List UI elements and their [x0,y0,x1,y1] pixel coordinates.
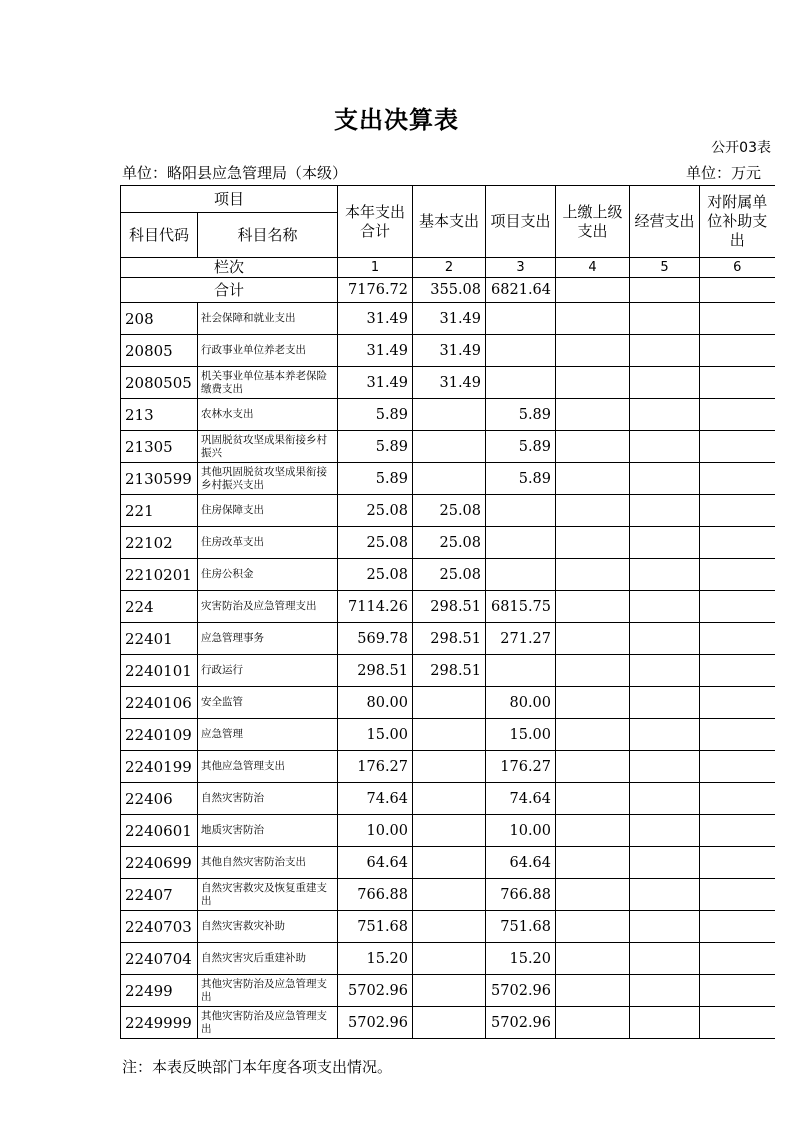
header-item: 项目 [121,186,338,213]
project-value [486,335,556,367]
total-value: 25.08 [338,559,413,591]
table-row [121,655,775,687]
upper-value [556,719,630,751]
basic-value [413,399,486,431]
upper-value [556,495,630,527]
business-value [630,367,700,399]
project-value: 271.27 [486,623,556,655]
col-number: 4 [556,258,630,278]
col-number: 5 [630,258,700,278]
project-value [486,559,556,591]
expenditure-table [120,185,775,1039]
subsidy-value [700,783,775,815]
basic-value: 31.49 [413,335,486,367]
table-row [121,623,775,655]
subject-name: 自然灾害救灾补助 [198,911,338,943]
business-value [630,943,700,975]
basic-value [413,783,486,815]
business-value [630,303,700,335]
table-row [121,879,775,911]
basic-value: 298.51 [413,591,486,623]
subsidy-value [700,527,775,559]
total-value: 5.89 [338,463,413,495]
subsidy-value [700,431,775,463]
upper-value [556,687,630,719]
total-value: 31.49 [338,303,413,335]
unit-currency: 单位：万元 [685,164,761,182]
subsidy-value [700,559,775,591]
project-value [486,495,556,527]
business-value [630,1007,700,1039]
upper-value [556,783,630,815]
subject-code: 21305 [121,431,198,463]
table-row [121,431,775,463]
business-value [630,783,700,815]
project-value: 5.89 [486,399,556,431]
table-row [121,815,775,847]
upper-value [556,278,630,303]
subject-code: 2240699 [121,847,198,879]
total-value: 751.68 [338,911,413,943]
total-value: 766.88 [338,879,413,911]
subject-code: 213 [121,399,198,431]
basic-value [413,431,486,463]
business-value [630,495,700,527]
subsidy-value [700,591,775,623]
project-value: 5.89 [486,463,556,495]
subsidy-value [700,687,775,719]
subject-code: 2240101 [121,655,198,687]
table-row [121,719,775,751]
project-value: 176.27 [486,751,556,783]
subsidy-value [700,463,775,495]
subject-name: 地质灾害防治 [198,815,338,847]
subsidy-value [700,911,775,943]
header-basic: 基本支出 [413,186,486,258]
project-value: 74.64 [486,783,556,815]
header-column-label: 栏次 [121,258,338,278]
basic-value [413,879,486,911]
upper-value [556,1007,630,1039]
subject-name: 自然灾害灾后重建补助 [198,943,338,975]
subject-code: 2240601 [121,815,198,847]
business-value [630,463,700,495]
upper-value [556,815,630,847]
upper-value [556,879,630,911]
upper-value [556,975,630,1007]
table-row [121,975,775,1007]
subject-name: 住房公积金 [198,559,338,591]
col-number: 6 [700,258,775,278]
subject-name: 巩固脱贫攻坚成果衔接乡村振兴 [198,431,338,463]
total-value: 74.64 [338,783,413,815]
table-row [121,687,775,719]
upper-value [556,655,630,687]
subsidy-value [700,367,775,399]
project-value: 64.64 [486,847,556,879]
total-label: 合计 [121,278,338,303]
basic-value: 31.49 [413,367,486,399]
subsidy-value [700,399,775,431]
project-value: 15.20 [486,943,556,975]
subsidy-value [700,655,775,687]
project-value: 5702.96 [486,975,556,1007]
project-value: 80.00 [486,687,556,719]
upper-value [556,399,630,431]
business-value [630,911,700,943]
subject-name: 其他灾害防治及应急管理支出 [198,1007,338,1039]
table-row [121,303,775,335]
table-row [121,559,775,591]
subject-name: 社会保障和就业支出 [198,303,338,335]
subsidy-value [700,847,775,879]
business-value [630,399,700,431]
basic-value [413,463,486,495]
table-row [121,495,775,527]
upper-value [556,527,630,559]
subject-code: 221 [121,495,198,527]
page-title: 支出决算表 [334,106,459,134]
subsidy-value [700,303,775,335]
basic-value [413,975,486,1007]
basic-value [413,943,486,975]
subject-code: 224 [121,591,198,623]
subject-code: 2210201 [121,559,198,591]
basic-value: 298.51 [413,655,486,687]
upper-value [556,943,630,975]
basic-value [413,911,486,943]
header-total: 本年支出合计 [338,186,413,258]
subject-code: 208 [121,303,198,335]
subject-code: 2080505 [121,367,198,399]
total-value: 15.00 [338,719,413,751]
col-number: 2 [413,258,486,278]
total-value: 176.27 [338,751,413,783]
upper-value [556,751,630,783]
basic-value [413,847,486,879]
table-row [121,399,775,431]
business-value [630,719,700,751]
subject-code: 22401 [121,623,198,655]
table-row [121,783,775,815]
upper-value [556,431,630,463]
basic-value [413,815,486,847]
business-value [630,655,700,687]
header-upper: 上缴上级支出 [556,186,630,258]
total-value: 5702.96 [338,1007,413,1039]
total-value: 31.49 [338,367,413,399]
subject-name: 自然灾害防治 [198,783,338,815]
upper-value [556,335,630,367]
project-value: 6821.64 [486,278,556,303]
header-business: 经营支出 [630,186,700,258]
business-value [630,847,700,879]
subject-name: 其他灾害防治及应急管理支出 [198,975,338,1007]
total-row [121,278,775,303]
subject-code: 2240703 [121,911,198,943]
subject-code: 2240109 [121,719,198,751]
project-value: 766.88 [486,879,556,911]
basic-value: 25.08 [413,495,486,527]
business-value [630,278,700,303]
subsidy-value [700,335,775,367]
subject-code: 20805 [121,335,198,367]
subject-code: 2249999 [121,1007,198,1039]
upper-value [556,623,630,655]
subsidy-value [700,879,775,911]
project-value [486,303,556,335]
subject-code: 22406 [121,783,198,815]
total-value: 7114.26 [338,591,413,623]
basic-value [413,687,486,719]
total-value: 64.64 [338,847,413,879]
subject-code: 22499 [121,975,198,1007]
table-row [121,527,775,559]
subject-code: 22407 [121,879,198,911]
subsidy-value [700,719,775,751]
upper-value [556,367,630,399]
subsidy-value [700,815,775,847]
subject-code: 2240106 [121,687,198,719]
col-number: 3 [486,258,556,278]
subsidy-value [700,943,775,975]
table-row [121,847,775,879]
subject-code: 2240704 [121,943,198,975]
col-number: 1 [338,258,413,278]
subsidy-value [700,975,775,1007]
project-value [486,367,556,399]
basic-value: 355.08 [413,278,486,303]
subject-code: 22102 [121,527,198,559]
total-value: 569.78 [338,623,413,655]
project-value: 751.68 [486,911,556,943]
form-code: 公开03表 [711,140,771,156]
business-value [630,815,700,847]
table-row [121,911,775,943]
footnote: 注：本表反映部门本年度各项支出情况。 [122,1058,393,1076]
basic-value [413,719,486,751]
subject-name: 行政运行 [198,655,338,687]
business-value [630,559,700,591]
upper-value [556,463,630,495]
subject-name: 其他应急管理支出 [198,751,338,783]
total-value: 80.00 [338,687,413,719]
total-value: 25.08 [338,495,413,527]
subsidy-value [700,623,775,655]
subject-name: 其他巩固脱贫攻坚成果衔接乡村振兴支出 [198,463,338,495]
total-value: 15.20 [338,943,413,975]
total-value: 7176.72 [338,278,413,303]
subsidy-value [700,1007,775,1039]
business-value [630,431,700,463]
basic-value: 31.49 [413,303,486,335]
upper-value [556,911,630,943]
business-value [630,623,700,655]
upper-value [556,847,630,879]
header-subject-code: 科目代码 [121,213,198,258]
basic-value: 25.08 [413,527,486,559]
project-value [486,527,556,559]
subject-name: 其他自然灾害防治支出 [198,847,338,879]
table-row [121,751,775,783]
table-row [121,463,775,495]
project-value: 15.00 [486,719,556,751]
upper-value [556,559,630,591]
table-row [121,591,775,623]
unit-organization: 单位：略阳县应急管理局（本级） [122,164,348,182]
basic-value [413,1007,486,1039]
subject-name: 住房保障支出 [198,495,338,527]
total-value: 5.89 [338,431,413,463]
subject-code: 2130599 [121,463,198,495]
upper-value [556,303,630,335]
project-value [486,655,556,687]
business-value [630,751,700,783]
project-value: 6815.75 [486,591,556,623]
table-row [121,1007,775,1039]
project-value: 5.89 [486,431,556,463]
business-value [630,335,700,367]
basic-value: 298.51 [413,623,486,655]
table-row [121,943,775,975]
subject-name: 自然灾害救灾及恢复重建支出 [198,879,338,911]
subject-name: 应急管理事务 [198,623,338,655]
subject-name: 机关事业单位基本养老保险缴费支出 [198,367,338,399]
basic-value: 25.08 [413,559,486,591]
subsidy-value [700,495,775,527]
subject-name: 农林水支出 [198,399,338,431]
subject-code: 2240199 [121,751,198,783]
header-subsidy: 对附属单位补助支出 [700,186,775,258]
project-value: 10.00 [486,815,556,847]
project-value: 5702.96 [486,1007,556,1039]
subsidy-value [700,751,775,783]
business-value [630,527,700,559]
subject-name: 安全监管 [198,687,338,719]
table-row [121,367,775,399]
total-value: 10.00 [338,815,413,847]
business-value [630,975,700,1007]
subject-name: 灾害防治及应急管理支出 [198,591,338,623]
subject-name: 住房改革支出 [198,527,338,559]
business-value [630,591,700,623]
header-project: 项目支出 [486,186,556,258]
header-subject-name: 科目名称 [198,213,338,258]
total-value: 5702.96 [338,975,413,1007]
total-value: 298.51 [338,655,413,687]
total-value: 25.08 [338,527,413,559]
subject-name: 应急管理 [198,719,338,751]
upper-value [556,591,630,623]
subsidy-value [700,278,775,303]
business-value [630,687,700,719]
total-value: 5.89 [338,399,413,431]
subject-name: 行政事业单位养老支出 [198,335,338,367]
total-value: 31.49 [338,335,413,367]
business-value [630,879,700,911]
table-row [121,335,775,367]
basic-value [413,751,486,783]
